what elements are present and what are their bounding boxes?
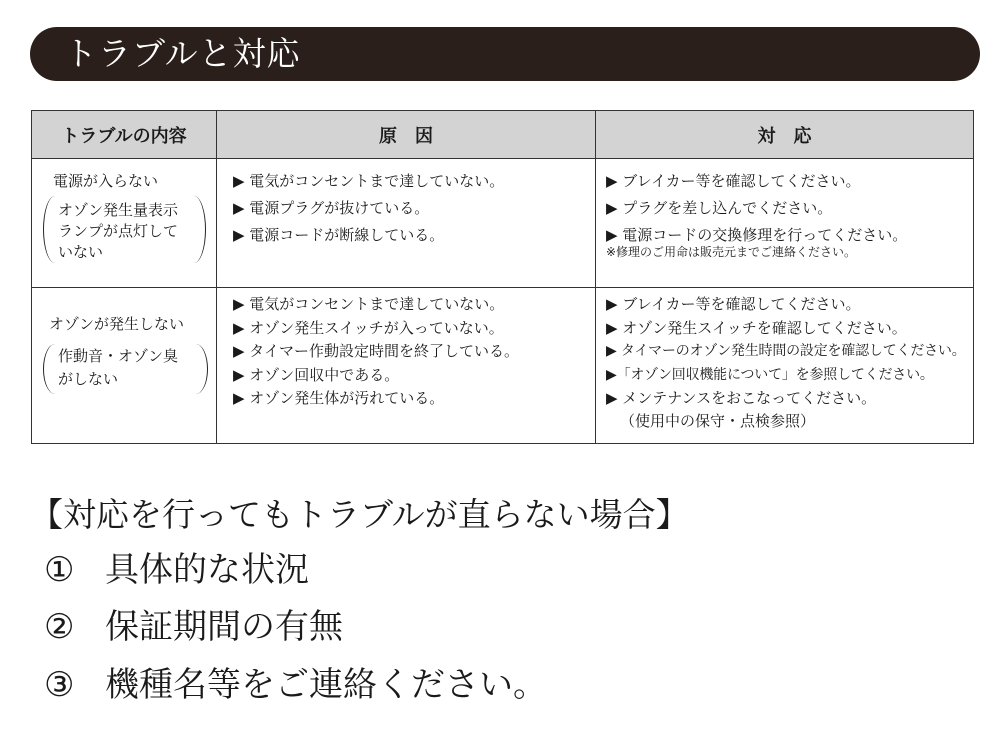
symptom-detail-line: がしない (58, 370, 119, 388)
symptom-detail-bracket (43, 196, 206, 263)
symptom-title: 電源が入らない (53, 172, 159, 190)
maintenance-reference: （使用中の保守・点検参照） (620, 411, 816, 430)
table-row-1-causes (217, 159, 596, 288)
item-number: ③ (44, 665, 75, 705)
unresolved-heading: 【対応を行ってもトラブルが直らない場合】 (30, 495, 689, 534)
item-text: 保証期間の有無 (105, 607, 343, 647)
remedy-item: ▶ オゾン発生スイッチを確認してください。 (606, 318, 907, 337)
cause-item: ▶ 電源プラグが抜けている。 (233, 199, 430, 217)
table-row-2-remedies (596, 288, 973, 443)
section-banner (30, 27, 980, 81)
item-number: ① (44, 550, 75, 590)
column-header-trouble: トラブルの内容 (32, 111, 217, 159)
repair-note: ※修理のご用命は販売元までご連絡ください。 (606, 245, 857, 259)
symptom-detail-line: 作動音・オゾン臭 (58, 347, 179, 365)
symptom-title: オゾンが発生しない (49, 315, 185, 333)
item-text: 具体的な状況 (105, 550, 309, 590)
table-row-2-symptom (32, 288, 217, 443)
page-title: トラブルと対応 (64, 34, 301, 73)
cause-item: ▶ 電気がコンセントまで達していない。 (233, 172, 505, 190)
symptom-detail-line: いない (58, 243, 104, 261)
cause-item: ▶ オゾン発生体が汚れている。 (233, 389, 445, 407)
cause-item: ▶ オゾン発生スイッチが入っていない。 (233, 318, 504, 337)
column-header-remedy: 対 応 (596, 111, 973, 159)
table-row-2-causes (217, 288, 596, 443)
remedy-item: ▶ ブレイカー等を確認してください。 (606, 295, 861, 313)
item-text: 機種名等をご連絡ください。 (105, 665, 547, 705)
troubleshooting-table (31, 110, 974, 444)
cause-item: ▶ 電気がコンセントまで達していない。 (233, 295, 505, 313)
table-row-1-remedies (596, 159, 973, 288)
cause-item: ▶ オゾン回収中である。 (233, 365, 400, 384)
item-number: ② (44, 607, 75, 647)
remedy-item: ▶ ブレイカー等を確認してください。 (606, 172, 861, 190)
table-row-1-symptom (32, 159, 217, 288)
column-header-cause: 原 因 (217, 111, 596, 159)
remedy-item: ▶「オゾン回収機能について」を参照してください。 (606, 366, 934, 383)
symptom-detail-line: オゾン発生量表示 (58, 201, 179, 219)
symptom-detail-line: ランプが点灯して (58, 222, 179, 240)
symptom-detail-bracket (43, 344, 208, 394)
remedy-item: ▶ 電源コードの交換修理を行ってください。 (606, 226, 908, 244)
remedy-item: ▶ タイマーのオゾン発生時間の設定を確認してください。 (606, 343, 966, 359)
remedy-item: ▶ プラグを差し込んでください。 (606, 199, 833, 217)
remedy-item: ▶ メンテナンスをおこなってください。 (606, 389, 877, 407)
cause-item: ▶ 電源コードが断線している。 (233, 226, 445, 244)
cause-item: ▶ タイマー作動設定時間を終了している。 (233, 342, 520, 360)
